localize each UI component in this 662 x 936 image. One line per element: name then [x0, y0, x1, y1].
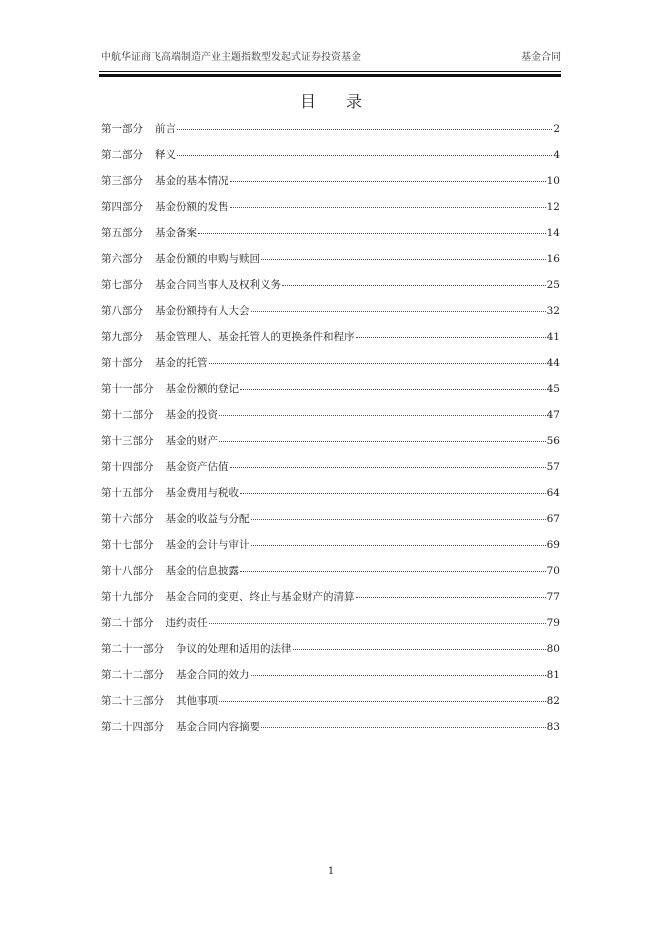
toc-part-label: 第二十三部分 — [101, 695, 164, 707]
toc-entry-title: 前言 — [155, 123, 176, 135]
toc-entry[interactable] — [101, 251, 560, 277]
toc-entry-title: 基金合同当事人及权利义务 — [155, 279, 281, 291]
toc-title: 目录 — [299, 92, 392, 111]
toc-entry[interactable] — [101, 589, 560, 615]
toc-leader-dots — [293, 649, 546, 650]
toc-leader-dots — [198, 233, 546, 234]
toc-entry-title: 争议的处理和适用的法律 — [176, 643, 292, 655]
toc-leader-dots — [261, 727, 546, 728]
toc-entry[interactable] — [101, 381, 560, 407]
toc-leader-dots — [261, 259, 546, 260]
toc-entry-title: 释义 — [155, 149, 176, 161]
toc-entry[interactable] — [101, 225, 560, 251]
toc-entry-title: 基金资产估值 — [165, 461, 229, 473]
toc-entry-title: 基金的托管 — [155, 357, 208, 369]
toc-part-label: 第十九部分 — [101, 591, 154, 603]
toc-part-label: 第十五部分 — [101, 487, 154, 499]
toc-entry-title: 基金份额的登记 — [165, 383, 239, 395]
toc-entry-title: 其他事项 — [176, 695, 218, 707]
toc-entry-title: 基金的收益与分配 — [165, 513, 250, 525]
toc-page-number: 2 — [553, 123, 560, 135]
toc-page-number: 45 — [546, 383, 560, 395]
toc-entry[interactable] — [101, 199, 560, 225]
toc-page-number: 64 — [546, 487, 560, 499]
toc-part-label: 第十七部分 — [101, 539, 154, 551]
toc-entry[interactable] — [101, 511, 560, 537]
toc-entry[interactable] — [101, 303, 560, 329]
toc-part-label: 第七部分 — [101, 279, 143, 291]
toc-entry[interactable] — [101, 355, 560, 381]
toc-page-number: 16 — [546, 253, 560, 265]
toc-entry[interactable] — [101, 615, 560, 641]
toc-entry[interactable] — [101, 537, 560, 563]
toc-entry[interactable] — [101, 641, 560, 667]
toc-entry-title: 基金合同的效力 — [176, 669, 250, 681]
toc-part-label: 第二十部分 — [101, 617, 154, 629]
toc-entry[interactable] — [101, 147, 560, 173]
toc-part-label: 第二十二部分 — [101, 669, 164, 681]
toc-leader-dots — [230, 207, 546, 208]
toc-leader-dots — [356, 337, 546, 338]
toc-part-label: 第二十一部分 — [101, 643, 164, 655]
page-header — [101, 48, 561, 63]
toc-part-label: 第六部分 — [101, 253, 143, 265]
toc-leader-dots — [219, 701, 546, 702]
toc-leader-dots — [240, 571, 546, 572]
toc-page-number: 10 — [546, 175, 560, 187]
header-rule-thick — [99, 74, 561, 77]
toc-page-number: 12 — [546, 201, 560, 213]
toc-part-label: 第十八部分 — [101, 565, 154, 577]
toc-entry[interactable] — [101, 433, 560, 459]
toc-part-label: 第八部分 — [101, 305, 143, 317]
toc-part-label: 第十部分 — [101, 357, 143, 369]
toc-page-number: 14 — [546, 227, 560, 239]
toc-leader-dots — [209, 363, 546, 364]
toc-entry-title: 基金份额的发售 — [155, 201, 229, 213]
toc-page-number: 56 — [546, 435, 560, 447]
toc-leader-dots — [282, 285, 546, 286]
toc-page-number: 80 — [546, 643, 560, 655]
toc-entry[interactable] — [101, 407, 560, 433]
toc-entry-title: 基金备案 — [155, 227, 197, 239]
toc-entry[interactable] — [101, 485, 560, 511]
toc-leader-dots — [251, 675, 546, 676]
toc-entry[interactable] — [101, 563, 560, 589]
toc-part-label: 第十四部分 — [101, 461, 154, 473]
toc-page-number: 83 — [546, 721, 560, 733]
header-doc-type: 基金合同 — [521, 52, 561, 63]
toc-page-number: 77 — [546, 591, 560, 603]
toc-part-label: 第十三部分 — [101, 435, 154, 447]
toc-page-number: 70 — [546, 565, 560, 577]
toc-part-label: 第五部分 — [101, 227, 143, 239]
toc-entry-title: 基金的财产 — [165, 435, 218, 447]
toc-entry[interactable] — [101, 459, 560, 485]
toc-leader-dots — [240, 493, 546, 494]
toc-entry[interactable] — [101, 667, 560, 693]
toc-leader-dots — [251, 545, 546, 546]
toc-entry[interactable] — [101, 719, 560, 745]
toc-page-number: 25 — [546, 279, 560, 291]
toc-leader-dots — [177, 155, 552, 156]
toc-entry-title: 基金份额持有人大会 — [155, 305, 250, 317]
toc-entry-title: 基金份额的申购与赎回 — [155, 253, 260, 265]
toc-leader-dots — [219, 441, 546, 442]
toc-leader-dots — [356, 597, 546, 598]
toc-page-number: 82 — [546, 695, 560, 707]
toc-leader-dots — [177, 129, 552, 130]
toc-page-number: 79 — [546, 617, 560, 629]
toc-leader-dots — [230, 181, 546, 182]
toc-page-number: 81 — [546, 669, 560, 681]
toc-entry-title: 基金的投资 — [165, 409, 218, 421]
toc-page-number: 41 — [546, 331, 560, 343]
toc-page-number: 47 — [546, 409, 560, 421]
toc-part-label: 第二十四部分 — [101, 721, 164, 733]
toc-part-label: 第三部分 — [101, 175, 143, 187]
toc-page-number: 69 — [546, 539, 560, 551]
toc-page-number: 32 — [546, 305, 560, 317]
toc-leader-dots — [209, 623, 546, 624]
toc-page-number: 44 — [546, 357, 560, 369]
toc-page-number: 4 — [553, 149, 560, 161]
header-rule-thin — [99, 71, 561, 72]
toc-entry[interactable] — [101, 329, 560, 355]
toc-entry[interactable] — [101, 173, 560, 199]
page-number: 1 — [327, 866, 335, 877]
toc-entry-title: 基金的会计与审计 — [165, 539, 250, 551]
toc-part-label: 第十一部分 — [101, 383, 154, 395]
toc-leader-dots — [251, 519, 546, 520]
toc-entry-title: 基金合同的变更、终止与基金财产的清算 — [165, 591, 355, 603]
toc-part-label: 第十六部分 — [101, 513, 154, 525]
toc-page-number: 67 — [546, 513, 560, 525]
toc-part-label: 第十二部分 — [101, 409, 154, 421]
toc-part-label: 第九部分 — [101, 331, 143, 343]
toc-leader-dots — [240, 389, 546, 390]
toc-entry-title: 基金的信息披露 — [165, 565, 239, 577]
toc-part-label: 第二部分 — [101, 149, 143, 161]
toc-entry[interactable] — [101, 693, 560, 719]
toc-entry-title: 基金合同内容摘要 — [176, 721, 260, 733]
toc-entry-title: 基金管理人、基金托管人的更换条件和程序 — [155, 331, 355, 343]
toc-leader-dots — [251, 311, 546, 312]
table-of-contents — [101, 121, 560, 745]
toc-entry-title: 基金费用与税收 — [165, 487, 239, 499]
toc-part-label: 第一部分 — [101, 123, 143, 135]
toc-entry[interactable] — [101, 121, 560, 147]
toc-page-number: 57 — [546, 461, 560, 473]
toc-part-label: 第四部分 — [101, 201, 143, 213]
header-fund-name: 中航华证商飞高端制造产业主题指数型发起式证券投资基金 — [101, 52, 361, 63]
toc-entry-title: 基金的基本情况 — [155, 175, 229, 187]
toc-entry[interactable] — [101, 277, 560, 303]
toc-entry-title: 违约责任 — [165, 617, 208, 629]
toc-leader-dots — [230, 467, 546, 468]
toc-leader-dots — [219, 415, 546, 416]
